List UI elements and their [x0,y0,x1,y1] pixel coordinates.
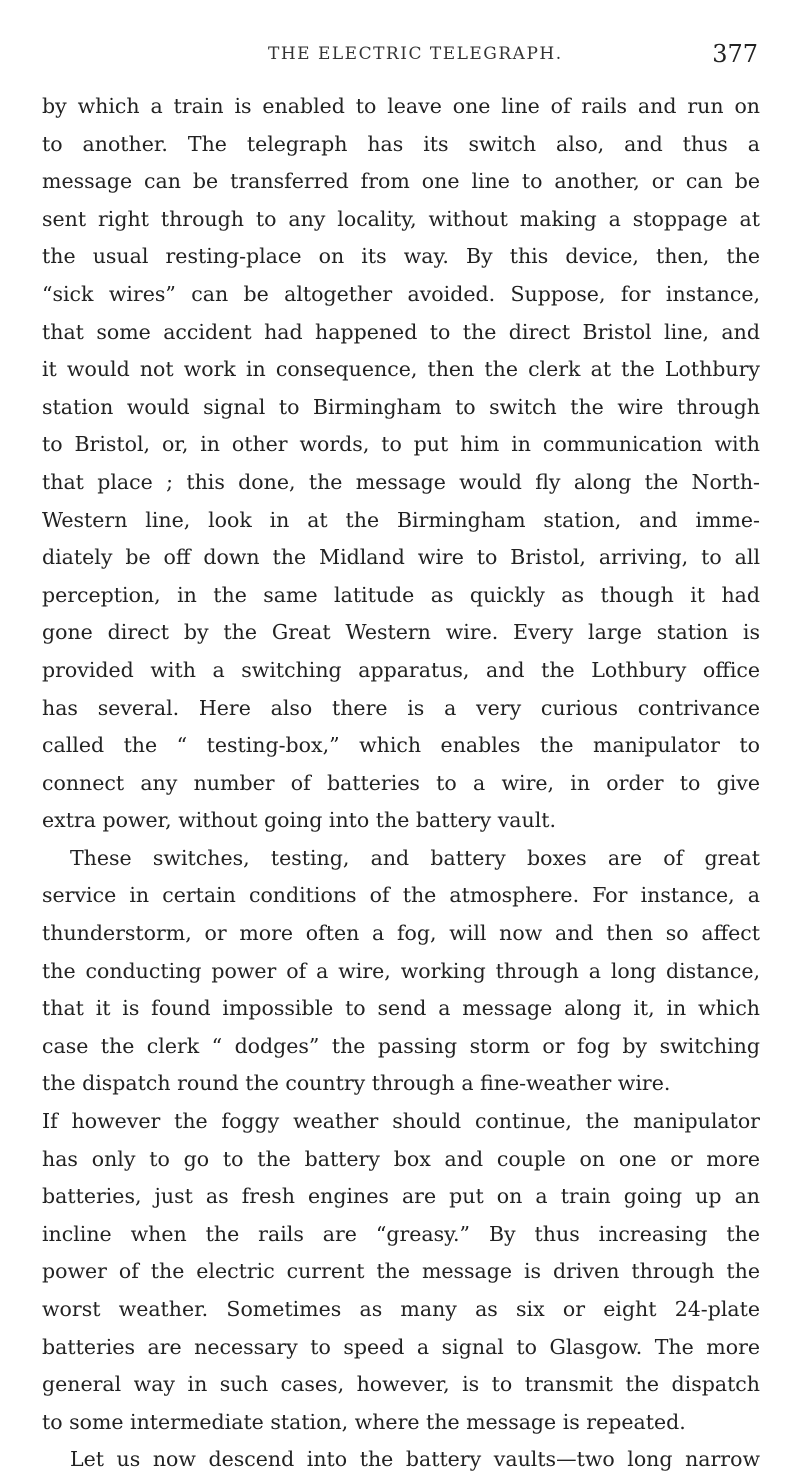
text-line: service in certain conditions of the atmosphere. For instance, a [42,883,760,908]
text-line: called the “ testing-box,” which enables the manipulator to [42,733,760,758]
text-line: perception, in the same latitude as quickly as though it had [42,582,760,607]
text-line: gone direct by the Great Western wire. Every large station is [42,620,760,645]
text-line: “sick wires” can be altogether avoided. Suppose, for instance, [42,281,760,306]
text-line: the usual resting-place on its way. By this device, then, the [42,244,760,269]
text-line: diately be off down the Midland wire to Bristol, arriving, to all [42,545,760,570]
running-head-title: THE ELECTRIC TELEGRAPH. [268,44,563,64]
text-line: case the clerk “ dodges” the passing storm or fog by switching [42,1033,760,1058]
text-line: that some accident had happened to the direct Bristol line, and [42,319,760,344]
text-line: to Bristol, or, in other words, to put him in communication with [42,432,760,457]
text-line: batteries are necessary to speed a signal to Glasgow. The more [42,1334,760,1359]
text-line: Western line, look in at the Birmingham station, and imme- [42,507,760,532]
text-line: message can be transferred from one line to another, or can be [42,169,760,194]
text-line: has several. Here also there is a very curious contrivance [42,695,760,720]
text-line: the conducting power of a wire, working through a long distance, [42,958,760,983]
page-number: 377 [712,40,758,68]
text-line: sent right through to any locality, without making a stoppage at [42,206,760,231]
text-line: incline when the rails are “greasy.” By thus increasing the [42,1221,760,1246]
text-line: batteries, just as fresh engines are put on a train going up an [42,1184,760,1209]
text-line: If however the foggy weather should continue, the manipulator [42,1109,760,1134]
text-line: has only to go to the battery box and couple on one or more [42,1146,760,1171]
paragraph-start-line: These switches, testing, and battery boxes are of great [70,845,760,870]
text-line: worst weather. Sometimes as many as six or eight 24-plate [42,1297,760,1321]
body-text [42,88,760,1479]
text-line: general way in such cases, however, is to transmit the dispatch [42,1372,760,1397]
text-line: that it is found impossible to send a message along it, in which [42,996,760,1021]
text-line: power of the electric current the message is driven through the [42,1259,760,1284]
paragraph-end-line: extra power, without going into the battery vault. [42,808,557,833]
text-line: to another. The telegraph has its switch also, and thus a [42,131,760,156]
text-line: thunderstorm, or more often a fog, will now and then so affect [42,921,760,946]
text-line: by which a train is enabled to leave one line of rails and run on [42,94,760,118]
text-line: it would not work in consequence, then the clerk at the Lothbury [42,357,760,382]
paragraph-end-line: the dispatch round the country through a fine-weather wire. [42,1071,671,1096]
text-line: that place ; this done, the message would fly along the North- [42,469,760,494]
text-line: station would signal to Birmingham to switch the wire through [42,394,760,419]
text-line: provided with a switching apparatus, and the Lothbury office [42,657,760,682]
paragraph-end-line: to some intermediate station, where the message is repeated. [42,1409,686,1434]
paragraph-start-line: Let us now descend into the battery vaults—two long narrow [70,1447,760,1472]
text-line: connect any number of batteries to a wire, in order to give [42,770,760,795]
